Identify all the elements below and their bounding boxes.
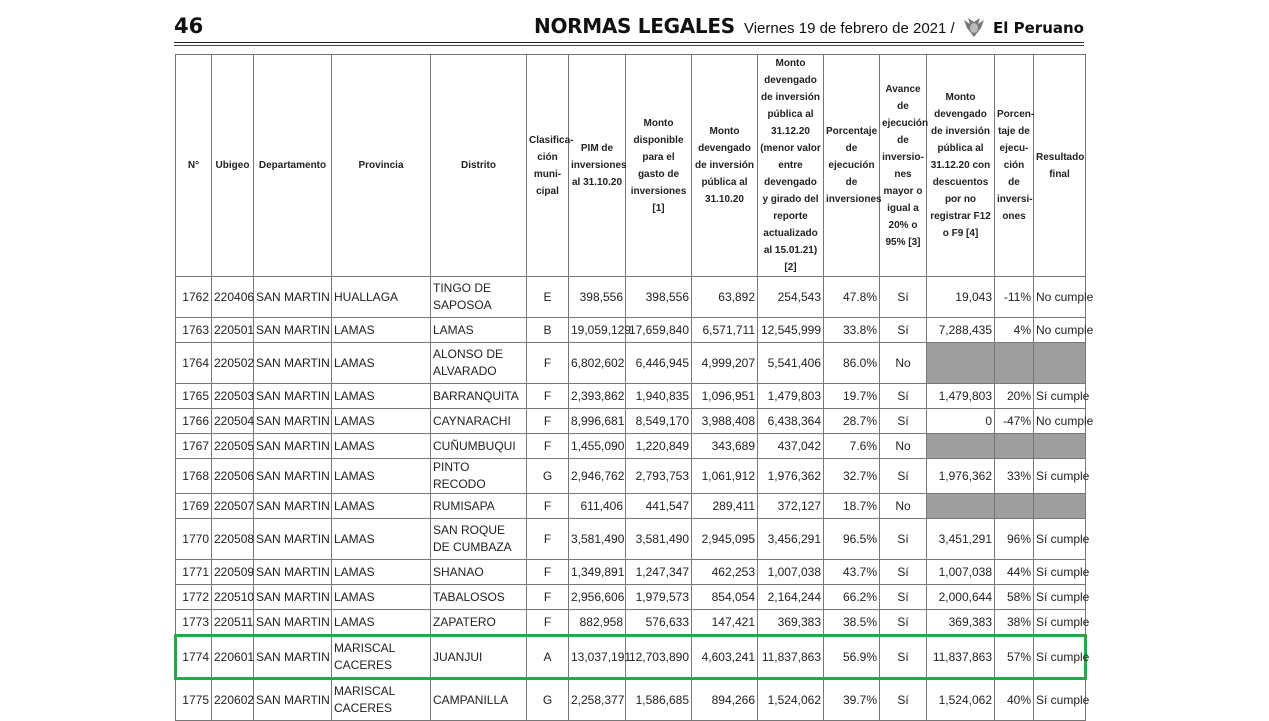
table-cell-prov: LAMAS bbox=[332, 409, 431, 434]
table-cell-prov: LAMAS bbox=[332, 384, 431, 409]
table-cell-dist: LAMAS bbox=[431, 318, 527, 343]
table-cell-dep: SAN MARTIN bbox=[254, 318, 332, 343]
table-cell-dep: SAN MARTIN bbox=[254, 679, 332, 721]
table-cell-dev2: 372,127 bbox=[758, 494, 824, 519]
table-cell-disp: 8,549,170 bbox=[626, 409, 692, 434]
table-row bbox=[176, 636, 1086, 679]
table-cell-pim: 19,059,129 bbox=[569, 318, 626, 343]
table-cell-pct2: 33% bbox=[995, 459, 1034, 494]
table-cell-prov: LAMAS bbox=[332, 610, 431, 636]
table-cell-dep: SAN MARTIN bbox=[254, 610, 332, 636]
column-header: Departamento bbox=[254, 55, 332, 277]
table-cell-clas: F bbox=[527, 434, 569, 459]
table-cell-prov: LAMAS bbox=[332, 494, 431, 519]
table-cell-pim: 2,956,606 bbox=[569, 585, 626, 610]
header-rule-thin bbox=[174, 45, 1084, 46]
table-cell-res: No cumple bbox=[1034, 277, 1086, 318]
table-cell-dev1: 289,411 bbox=[692, 494, 758, 519]
table-cell-pim: 611,406 bbox=[569, 494, 626, 519]
table-cell-dev2: 1,007,038 bbox=[758, 560, 824, 585]
table-cell-ubigeo: 220601 bbox=[212, 636, 254, 679]
table-cell-ubigeo: 220502 bbox=[212, 343, 254, 384]
table-cell-dist: SHANAO bbox=[431, 560, 527, 585]
table-cell-pct2: 4% bbox=[995, 318, 1034, 343]
table-cell-pct: 33.8% bbox=[824, 318, 880, 343]
table-cell-blank bbox=[927, 343, 995, 384]
table-cell-dev2: 437,042 bbox=[758, 434, 824, 459]
table-cell-dev2: 1,976,362 bbox=[758, 459, 824, 494]
table-cell-dev1: 3,988,408 bbox=[692, 409, 758, 434]
table-cell-n: 1770 bbox=[176, 519, 212, 560]
table-cell-clas: F bbox=[527, 519, 569, 560]
table-cell-ubigeo: 220503 bbox=[212, 384, 254, 409]
table-row bbox=[176, 384, 1086, 409]
table-cell-res: No cumple bbox=[1034, 409, 1086, 434]
table-row bbox=[176, 679, 1086, 721]
table-cell-clas: F bbox=[527, 585, 569, 610]
table-cell-avance: Sí bbox=[880, 636, 927, 679]
table-cell-dev1: 854,054 bbox=[692, 585, 758, 610]
table-cell-disp: 1,940,835 bbox=[626, 384, 692, 409]
table-cell-ubigeo: 220510 bbox=[212, 585, 254, 610]
table-cell-res: Sí cumple bbox=[1034, 585, 1086, 610]
table-cell-avance: No bbox=[880, 343, 927, 384]
publication-date-line bbox=[744, 16, 1084, 38]
table-cell-disp: 441,547 bbox=[626, 494, 692, 519]
table-cell-pct: 66.2% bbox=[824, 585, 880, 610]
table-cell-dist: JUANJUI bbox=[431, 636, 527, 679]
table-cell-dep: SAN MARTIN bbox=[254, 519, 332, 560]
table-cell-pct2: -11% bbox=[995, 277, 1034, 318]
table-cell-dev3: 1,524,062 bbox=[927, 679, 995, 721]
table-cell-dep: SAN MARTIN bbox=[254, 277, 332, 318]
table-cell-blank bbox=[927, 434, 995, 459]
page-header bbox=[174, 14, 1084, 42]
table-cell-prov: HUALLAGA bbox=[332, 277, 431, 318]
table-cell-disp: 398,556 bbox=[626, 277, 692, 318]
table-row bbox=[176, 434, 1086, 459]
table-cell-res: Sí cumple bbox=[1034, 636, 1086, 679]
table-cell-dev1: 894,266 bbox=[692, 679, 758, 721]
table-cell-dev3: 11,837,863 bbox=[927, 636, 995, 679]
table-cell-dist: SAN ROQUE DE CUMBAZA bbox=[431, 519, 527, 560]
table-row bbox=[176, 409, 1086, 434]
table-cell-dev1: 4,999,207 bbox=[692, 343, 758, 384]
table-cell-pct: 7.6% bbox=[824, 434, 880, 459]
column-header: Monto disponible para el gasto de inversiones [1] bbox=[626, 55, 692, 277]
table-cell-dev2: 369,383 bbox=[758, 610, 824, 636]
header-rule bbox=[174, 42, 1084, 43]
table-cell-ubigeo: 220511 bbox=[212, 610, 254, 636]
table-cell-dev2: 1,479,803 bbox=[758, 384, 824, 409]
table-cell-dev3: 2,000,644 bbox=[927, 585, 995, 610]
table-cell-prov: LAMAS bbox=[332, 459, 431, 494]
column-header: Provincia bbox=[332, 55, 431, 277]
table-cell-dev2: 254,543 bbox=[758, 277, 824, 318]
table-cell-clas: F bbox=[527, 409, 569, 434]
table-cell-pim: 882,958 bbox=[569, 610, 626, 636]
column-header: N° bbox=[176, 55, 212, 277]
table-cell-dist: CUÑUMBUQUI bbox=[431, 434, 527, 459]
table-cell-avance: Sí bbox=[880, 277, 927, 318]
table-cell-avance: Sí bbox=[880, 409, 927, 434]
table-cell-dep: SAN MARTIN bbox=[254, 434, 332, 459]
table-row bbox=[176, 459, 1086, 494]
table-cell-n: 1769 bbox=[176, 494, 212, 519]
table-cell-res: Sí cumple bbox=[1034, 384, 1086, 409]
table-cell-dev3: 3,451,291 bbox=[927, 519, 995, 560]
column-header: Ubigeo bbox=[212, 55, 254, 277]
table-header-row bbox=[176, 55, 1086, 277]
table-row bbox=[176, 494, 1086, 519]
table-cell-prov: LAMAS bbox=[332, 434, 431, 459]
table-cell-dist: PINTO RECODO bbox=[431, 459, 527, 494]
table-cell-pct2: 38% bbox=[995, 610, 1034, 636]
table-cell-avance: Sí bbox=[880, 318, 927, 343]
table-cell-avance: Sí bbox=[880, 679, 927, 721]
table-cell-n: 1772 bbox=[176, 585, 212, 610]
table-cell-disp: 6,446,945 bbox=[626, 343, 692, 384]
table-cell-dev3: 0 bbox=[927, 409, 995, 434]
table-cell-dev1: 6,571,711 bbox=[692, 318, 758, 343]
table-cell-avance: Sí bbox=[880, 384, 927, 409]
table-row bbox=[176, 277, 1086, 318]
table-cell-prov: LAMAS bbox=[332, 343, 431, 384]
table-cell-n: 1767 bbox=[176, 434, 212, 459]
table-row bbox=[176, 519, 1086, 560]
table-cell-disp: 1,220,849 bbox=[626, 434, 692, 459]
table-cell-clas: G bbox=[527, 679, 569, 721]
table-cell-ubigeo: 220501 bbox=[212, 318, 254, 343]
table-cell-dist: BARRANQUITA bbox=[431, 384, 527, 409]
column-header: PIM de inversiones al 31.10.20 bbox=[569, 55, 626, 277]
table-cell-dep: SAN MARTIN bbox=[254, 636, 332, 679]
table-cell-dev1: 2,945,095 bbox=[692, 519, 758, 560]
coat-of-arms-icon bbox=[962, 16, 986, 38]
table-cell-res: Sí cumple bbox=[1034, 679, 1086, 721]
table-cell-blank bbox=[995, 494, 1034, 519]
table-cell-dev2: 3,456,291 bbox=[758, 519, 824, 560]
table-row bbox=[176, 343, 1086, 384]
table-row bbox=[176, 560, 1086, 585]
table-cell-dep: SAN MARTIN bbox=[254, 560, 332, 585]
table-cell-dep: SAN MARTIN bbox=[254, 459, 332, 494]
table-cell-pct: 19.7% bbox=[824, 384, 880, 409]
table-cell-dev1: 1,061,912 bbox=[692, 459, 758, 494]
table-cell-dev2: 1,524,062 bbox=[758, 679, 824, 721]
table-cell-pct2: 20% bbox=[995, 384, 1034, 409]
table-cell-pct2: 44% bbox=[995, 560, 1034, 585]
table-body bbox=[176, 277, 1094, 721]
column-header: Resultado final bbox=[1034, 55, 1086, 277]
table-cell-pct: 39.7% bbox=[824, 679, 880, 721]
table-cell-dev1: 63,892 bbox=[692, 277, 758, 318]
table-cell-dist: RUMISAPA bbox=[431, 494, 527, 519]
table-cell-n: 1762 bbox=[176, 277, 212, 318]
table-cell-dist: CAYNARACHI bbox=[431, 409, 527, 434]
table-cell-pim: 398,556 bbox=[569, 277, 626, 318]
table-cell-blank bbox=[1034, 494, 1086, 519]
table-cell-dev2: 5,541,406 bbox=[758, 343, 824, 384]
table-cell-ubigeo: 220504 bbox=[212, 409, 254, 434]
table-cell-prov: LAMAS bbox=[332, 585, 431, 610]
table-cell-pct2: -47% bbox=[995, 409, 1034, 434]
table-cell-clas: B bbox=[527, 318, 569, 343]
table-cell-dev1: 343,689 bbox=[692, 434, 758, 459]
column-header: Avance de ejecución de inversio-nes mayor o igual a 20% o 95% [3] bbox=[880, 55, 927, 277]
table-cell-ubigeo: 220506 bbox=[212, 459, 254, 494]
table-cell-prov: LAMAS bbox=[332, 318, 431, 343]
table-cell-res: Sí cumple bbox=[1034, 519, 1086, 560]
newspaper-page bbox=[174, 0, 1094, 715]
column-header: Clasifica-ción muni-cipal bbox=[527, 55, 569, 277]
table-cell-ubigeo: 220505 bbox=[212, 434, 254, 459]
table-cell-pim: 2,258,377 bbox=[569, 679, 626, 721]
column-header: Porcen-taje de ejecu-ción de inversi-ones bbox=[995, 55, 1034, 277]
table-cell-avance: Sí bbox=[880, 585, 927, 610]
table-cell-dev3: 1,479,803 bbox=[927, 384, 995, 409]
table-cell-dist: TABALOSOS bbox=[431, 585, 527, 610]
table-cell-ubigeo: 220406 bbox=[212, 277, 254, 318]
table-cell-dist: ZAPATERO bbox=[431, 610, 527, 636]
table-cell-pct2: 40% bbox=[995, 679, 1034, 721]
table-cell-pim: 8,996,681 bbox=[569, 409, 626, 434]
table-cell-clas: F bbox=[527, 384, 569, 409]
table-cell-disp: 1,586,685 bbox=[626, 679, 692, 721]
table-cell-n: 1775 bbox=[176, 679, 212, 721]
table-cell-dist: CAMPANILLA bbox=[431, 679, 527, 721]
table-cell-res: No cumple bbox=[1034, 318, 1086, 343]
table-cell-pct: 86.0% bbox=[824, 343, 880, 384]
publication-date: Viernes 19 de febrero de 2021 / bbox=[743, 20, 955, 37]
table-cell-dep: SAN MARTIN bbox=[254, 343, 332, 384]
table-cell-blank bbox=[995, 343, 1034, 384]
column-header: Porcentaje de ejecución de inversiones bbox=[824, 55, 880, 277]
table-row bbox=[176, 318, 1086, 343]
table-cell-clas: G bbox=[527, 459, 569, 494]
table-cell-pct2: 57% bbox=[995, 636, 1034, 679]
table-cell-dev3: 1,976,362 bbox=[927, 459, 995, 494]
page-number: 46 bbox=[174, 14, 204, 38]
table-cell-disp: 1,979,573 bbox=[626, 585, 692, 610]
table-cell-res: Sí cumple bbox=[1034, 560, 1086, 585]
table-cell-blank bbox=[1034, 343, 1086, 384]
table-cell-avance: No bbox=[880, 494, 927, 519]
table-cell-disp: 1,247,347 bbox=[626, 560, 692, 585]
table-cell-clas: F bbox=[527, 610, 569, 636]
table-cell-pct: 32.7% bbox=[824, 459, 880, 494]
table-cell-pim: 1,349,891 bbox=[569, 560, 626, 585]
table-cell-pct2: 96% bbox=[995, 519, 1034, 560]
table-row bbox=[176, 585, 1086, 610]
table-cell-dev1: 1,096,951 bbox=[692, 384, 758, 409]
table-cell-dist: TINGO DE SAPOSOA bbox=[431, 277, 527, 318]
table-cell-clas: F bbox=[527, 343, 569, 384]
table-cell-n: 1765 bbox=[176, 384, 212, 409]
table-cell-prov: MARISCAL CACERES bbox=[332, 679, 431, 721]
table-cell-clas: F bbox=[527, 494, 569, 519]
table-cell-n: 1768 bbox=[176, 459, 212, 494]
table-cell-dep: SAN MARTIN bbox=[254, 585, 332, 610]
table-cell-dev3: 7,288,435 bbox=[927, 318, 995, 343]
table-cell-pct2: 58% bbox=[995, 585, 1034, 610]
table-cell-dev1: 462,253 bbox=[692, 560, 758, 585]
table-cell-dev3: 369,383 bbox=[927, 610, 995, 636]
column-header: Monto devengado de inversión pública al 31.10.20 bbox=[692, 55, 758, 277]
table-cell-res: Sí cumple bbox=[1034, 459, 1086, 494]
table-cell-n: 1774 bbox=[176, 636, 212, 679]
table-cell-disp: 2,793,753 bbox=[626, 459, 692, 494]
table-cell-dev1: 4,603,241 bbox=[692, 636, 758, 679]
table-cell-ubigeo: 220507 bbox=[212, 494, 254, 519]
table-cell-disp: 3,581,490 bbox=[626, 519, 692, 560]
table-row bbox=[176, 610, 1086, 636]
table-cell-pct: 43.7% bbox=[824, 560, 880, 585]
table-cell-prov: MARISCAL CACERES bbox=[332, 636, 431, 679]
table-cell-disp: 576,633 bbox=[626, 610, 692, 636]
table-cell-dep: SAN MARTIN bbox=[254, 409, 332, 434]
data-table bbox=[174, 54, 1094, 721]
table-cell-dep: SAN MARTIN bbox=[254, 384, 332, 409]
table-cell-pim: 13,037,191 bbox=[569, 636, 626, 679]
table-cell-avance: Sí bbox=[880, 459, 927, 494]
table-cell-clas: E bbox=[527, 277, 569, 318]
table-cell-clas: A bbox=[527, 636, 569, 679]
column-header: Monto devengado de inversión pública al 31.12.20 con descuentos por no registrar F12 o F9 [4] bbox=[927, 55, 995, 277]
table-cell-n: 1773 bbox=[176, 610, 212, 636]
table-cell-pct: 18.7% bbox=[824, 494, 880, 519]
table-cell-disp: 17,659,840 bbox=[626, 318, 692, 343]
table-cell-dev3: 1,007,038 bbox=[927, 560, 995, 585]
table-cell-dev2: 11,837,863 bbox=[758, 636, 824, 679]
table-cell-n: 1771 bbox=[176, 560, 212, 585]
table-cell-pct: 47.8% bbox=[824, 277, 880, 318]
table-cell-pim: 2,946,762 bbox=[569, 459, 626, 494]
publication-title: NORMAS LEGALES bbox=[534, 14, 735, 38]
table-cell-dev2: 2,164,244 bbox=[758, 585, 824, 610]
table-cell-dev2: 6,438,364 bbox=[758, 409, 824, 434]
table-cell-n: 1763 bbox=[176, 318, 212, 343]
table-cell-dist: ALONSO DE ALVARADO bbox=[431, 343, 527, 384]
table-cell-n: 1766 bbox=[176, 409, 212, 434]
table-cell-pct: 96.5% bbox=[824, 519, 880, 560]
table-cell-n: 1764 bbox=[176, 343, 212, 384]
table-cell-dep: SAN MARTIN bbox=[254, 494, 332, 519]
table-cell-prov: LAMAS bbox=[332, 560, 431, 585]
table-cell-ubigeo: 220508 bbox=[212, 519, 254, 560]
table-cell-avance: Sí bbox=[880, 610, 927, 636]
table-cell-dev2: 12,545,999 bbox=[758, 318, 824, 343]
table-cell-clas: F bbox=[527, 560, 569, 585]
table-cell-blank bbox=[995, 434, 1034, 459]
table-cell-blank bbox=[1034, 434, 1086, 459]
table-cell-pim: 1,455,090 bbox=[569, 434, 626, 459]
table-cell-avance: Sí bbox=[880, 519, 927, 560]
table-cell-avance: No bbox=[880, 434, 927, 459]
table-cell-avance: Sí bbox=[880, 560, 927, 585]
table-cell-ubigeo: 220602 bbox=[212, 679, 254, 721]
table-cell-pct: 38.5% bbox=[824, 610, 880, 636]
table-cell-blank bbox=[927, 494, 995, 519]
table-cell-pct: 56.9% bbox=[824, 636, 880, 679]
table-cell-pct: 28.7% bbox=[824, 409, 880, 434]
table-cell-pim: 2,393,862 bbox=[569, 384, 626, 409]
table-cell-dev1: 147,421 bbox=[692, 610, 758, 636]
table-cell-pim: 3,581,490 bbox=[569, 519, 626, 560]
table-cell-prov: LAMAS bbox=[332, 519, 431, 560]
table-cell-res: Sí cumple bbox=[1034, 610, 1086, 636]
table-cell-dev3: 19,043 bbox=[927, 277, 995, 318]
column-header: Distrito bbox=[431, 55, 527, 277]
table-cell-ubigeo: 220509 bbox=[212, 560, 254, 585]
column-header: Monto devengado de inversión pública al 31.12.20 (menor valor entre devengado y girado del reporte actualizado al 15.01.21) [2] bbox=[758, 55, 824, 277]
table-cell-pim: 6,802,602 bbox=[569, 343, 626, 384]
brand-name: El Peruano bbox=[993, 19, 1084, 37]
table-cell-disp: 12,703,890 bbox=[626, 636, 692, 679]
